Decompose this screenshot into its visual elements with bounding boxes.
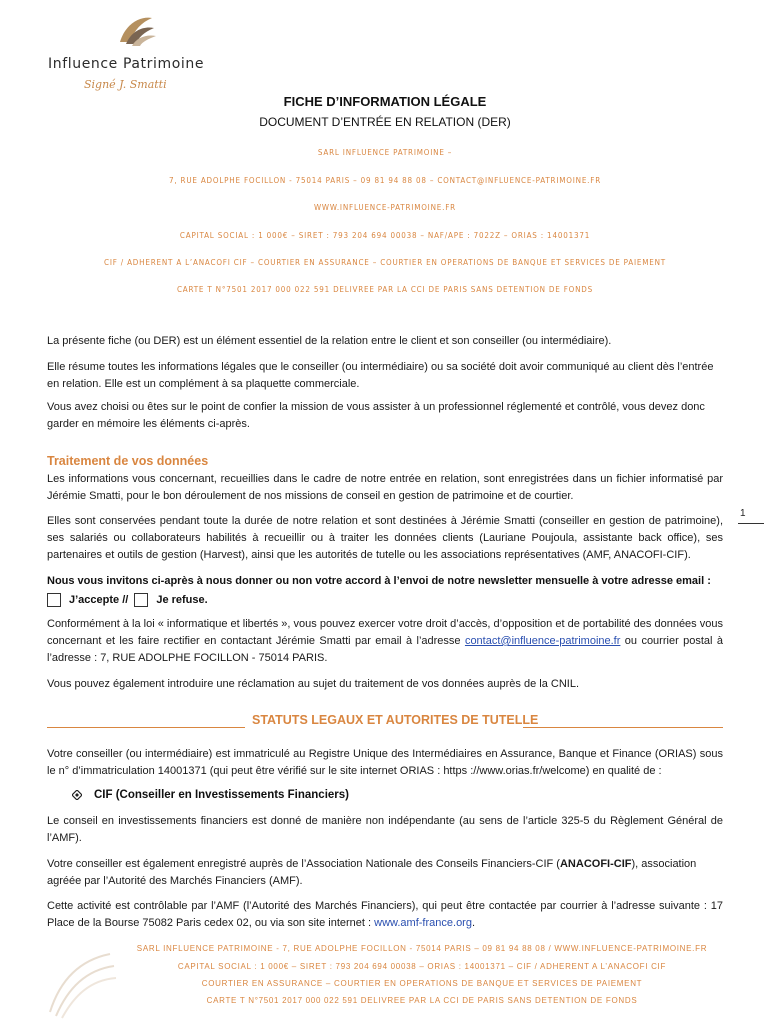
footer-swirl-watermark-icon: [40, 940, 120, 1020]
statuts-paragraph-2: Le conseil en investissements financiers est donné de manière non indépendante (au sens de l’article 325-5 du Règlement Général de l’AMF).: [47, 815, 723, 844]
refuse-label: Je refuse.: [156, 594, 208, 606]
donnees-p3-text-end: ou courrier postal à l’adresse : 7, RUE ADOLPHE FOCILLON - 75014 PARIS.: [47, 635, 723, 664]
heading-rule-right: [523, 727, 723, 728]
section-heading-statuts: [47, 713, 723, 731]
diamond-bullet-icon: [72, 790, 82, 800]
donnees-paragraph-4: Vous pouvez également introduire une réclamation au sujet du traitement de vos données auprès de la CNIL.: [47, 678, 579, 690]
section-heading-donnees: Traitement de vos données: [47, 454, 209, 468]
newsletter-consent: [47, 591, 214, 609]
footer-line-2: CAPITAL SOCIAL : 1 000€ – SIRET : 793 204 694 00038 – ORIAS : 14001371 – CIF / ADHERENT A L’ANACOFI CIF: [177, 962, 667, 971]
company-website-line: WWW.INFLUENCE-PATRIMOINE.FR: [314, 203, 456, 212]
statuts-p3-text: Votre conseiller est également enregistré auprès de l’Association Nationale des Conseils Financiers-CIF (: [47, 858, 560, 870]
donnees-paragraph-3: [47, 616, 723, 667]
donnees-paragraph-2: Elles sont conservées pendant toute la durée de notre relation et sont destinées à Jérémie Smatti (conseiller en gestion de patrimoine), ses salariés ou collaborateurs habilités à recueillir ou à traiter les données clients (Lauriane Poujoula, assistante back office), ses partenaires et outils de gestion (Harvest), ainsi que les autorités de tutelle ou les associations représentatives (AMF, ANACOFI-CIF).: [47, 515, 723, 561]
cif-bullet: [72, 789, 349, 801]
anacofi-bold: ANACOFI-CIF: [559, 858, 632, 870]
footer-line-1: SARL INFLUENCE PATRIMOINE - 7, RUE ADOLPHE FOCILLON - 75014 PARIS – 09 81 94 88 08 / WWW.INFLUENCE-PATRIMOINE.FR: [136, 944, 708, 953]
page-title: FICHE D’INFORMATION LÉGALE: [283, 94, 487, 109]
brand-signature: Signé J. Smatti: [84, 78, 167, 91]
company-name-line: SARL INFLUENCE PATRIMOINE –: [317, 148, 453, 157]
contact-email-link[interactable]: contact@influence-patrimoine.fr: [464, 635, 621, 647]
swirl-logo-icon: [112, 12, 158, 48]
statuts-p4-text-end: .: [471, 917, 476, 929]
company-activity-line: CIF / ADHERENT A L’ANACOFI CIF – COURTIER EN ASSURANCE – COURTIER EN OPERATIONS DE BANQUE ET SERVICES DE PAIEMENT: [104, 258, 666, 267]
accept-checkbox[interactable]: [47, 593, 61, 607]
intro-paragraph-2: Elle résume toutes les informations légales que le conseiller (ou intermédiaire) ou sa société doit avoir communiqué au client dès l’entrée en relation. Elle est un complément à sa plaquette commerciale.: [47, 361, 714, 390]
newsletter-question: Nous vous invitons ci-après à nous donner ou non votre accord à l’envoi de notre newsletter mensuelle à votre adresse email :: [47, 575, 711, 587]
cif-bullet-label: CIF (Conseiller en Investissements Financiers): [94, 789, 349, 801]
intro-paragraph-3: Vous avez choisi ou êtes sur le point de confier la mission de vous assister à un professionnel réglementé et contrôlé, vous devez donc garder en mémoire les éléments ci-après.: [47, 401, 705, 430]
page-subtitle: DOCUMENT D’ENTRÉE EN RELATION (DER): [259, 115, 511, 129]
heading-rule-left: [47, 727, 245, 728]
footer-line-4: CARTE T N°7501 2017 000 022 591 DELIVREE PAR LA CCI DE PARIS SANS DETENTION DE FONDS: [206, 996, 638, 1005]
section-title-statuts: STATUTS LEGAUX ET AUTORITES DE TUTELLE: [252, 713, 539, 727]
statuts-paragraph-4: [47, 898, 723, 932]
donnees-p3-text: Conformément à la loi « informatique et libertés », vous pouvez exercer votre droit d’accès, d’opposition et de portabilité des données vous concernant et les faire rectifier en contactant Jérémie Smatti par email à l’adresse: [47, 618, 723, 647]
company-address-line: 7, RUE ADOLPHE FOCILLON - 75014 PARIS – 09 81 94 88 08 – CONTACT@INFLUENCE-PATRIMOINE.FR: [168, 176, 602, 185]
statuts-p4-text: Cette activité est contrôlable par l’AMF (l’Autorité des Marchés Financiers), qui peut être contactée par courrier à l’adresse suivante : 17 Place de la Bourse 75082 Paris cedex 02, ou via son site internet :: [47, 900, 723, 929]
statuts-p3-text-end: ), association agréée par l’Autorité des Marchés Financiers (AMF).: [47, 858, 697, 887]
company-card-line: CARTE T N°7501 2017 000 022 591 DELIVREE PAR LA CCI DE PARIS SANS DETENTION DE FONDS: [176, 285, 594, 294]
company-capital-line: CAPITAL SOCIAL : 1 000€ – SIRET : 793 204 694 00038 – NAF/APE : 7022Z – ORIAS : 14001371: [179, 231, 591, 240]
intro-paragraph-1: La présente fiche (ou DER) est un élément essentiel de la relation entre le client et son conseiller (ou intermédiaire).: [47, 335, 612, 347]
statuts-paragraph-1: Votre conseiller (ou intermédiaire) est immatriculé au Registre Unique des Intermédiaires en Assurance, Banque et Finance (ORIAS) sous le n° d’immatriculation 14001371 (qui peut être vérifié sur le site internet ORIAS : https ://www.orias.fr/welcome) en qualité de :: [47, 748, 723, 777]
amf-website-link[interactable]: www.amf-france.org: [374, 917, 472, 929]
refuse-checkbox[interactable]: [134, 593, 148, 607]
brand-name: Influence Patrimoine: [48, 56, 205, 72]
page-number-rule: [738, 523, 764, 524]
statuts-paragraph-3: [47, 856, 723, 890]
accept-label: J’accepte //: [69, 594, 129, 606]
company-logo: [48, 10, 218, 90]
footer-line-3: COURTIER EN ASSURANCE – COURTIER EN OPERATIONS DE BANQUE ET SERVICES DE PAIEMENT: [201, 979, 643, 988]
page-number: 1: [740, 508, 746, 519]
donnees-paragraph-1: Les informations vous concernant, recueillies dans le cadre de notre entrée en relation, sont enregistrées dans un fichier informatisé par Jérémie Smatti, pour le bon déroulement de nos missions de conseil en gestion de patrimoine et de courtier.: [47, 473, 723, 502]
